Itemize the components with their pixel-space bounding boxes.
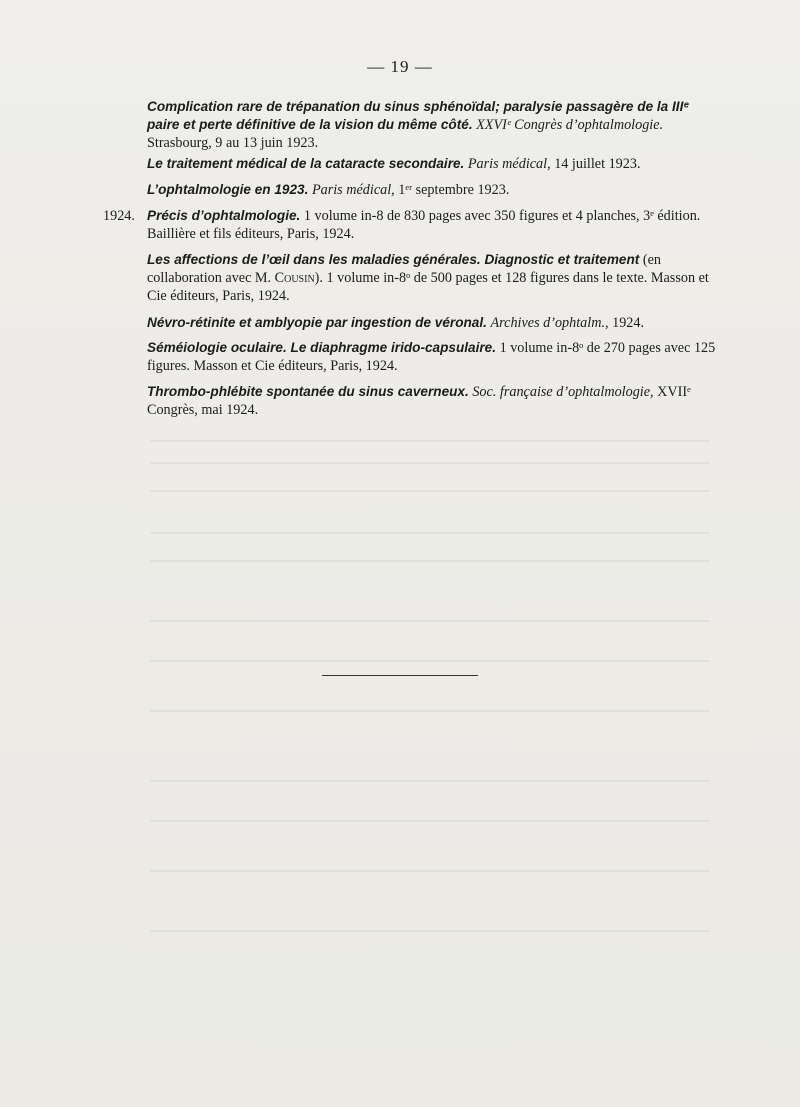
- entry-title: Séméiologie oculaire. Le diaphragme irido-capsulaire.: [147, 340, 497, 355]
- show-through-line: [150, 440, 710, 442]
- show-through-line: [150, 620, 710, 622]
- entry-details: 1 volume in-8ᵒ de 270 pages avec 125 figures. Masson et Cie éditeurs, Paris, 1924.: [147, 340, 716, 374]
- year-label: 1924.: [103, 208, 135, 224]
- entry-details: 1924.: [608, 315, 645, 331]
- show-through-line: [150, 532, 710, 534]
- entry-title: Les affections de l’œil dans les maladies générales. Diagnostic et traitement: [147, 252, 640, 267]
- show-through-line: [150, 490, 710, 492]
- entry-details: Strasbourg, 9 au 13 juin 1923.: [147, 135, 319, 151]
- show-through-line: [150, 870, 710, 872]
- entry-source: Archives d’ophtalm.,: [490, 315, 609, 331]
- entry-details: (en collaboration avec M.: [147, 252, 661, 286]
- entry-source: Soc. française d’ophtalmologie,: [472, 384, 654, 400]
- entry-details: 1ᵉʳ septembre 1923.: [394, 182, 510, 198]
- show-through-line: [150, 710, 710, 712]
- bibliography-entry-2: [147, 155, 725, 173]
- page-number: — 19 —: [367, 57, 433, 76]
- bibliography-entry-4: [147, 207, 725, 243]
- show-through-line: [150, 820, 710, 822]
- entry-author: Cousin: [274, 270, 315, 286]
- show-through-line: [150, 660, 710, 662]
- entry-details: XVIIᵉ Congrès, mai 1924.: [147, 384, 691, 418]
- bibliography-entry-5: [147, 251, 725, 305]
- bibliography-entry-3: [147, 181, 725, 199]
- show-through-line: [150, 560, 710, 562]
- bibliography-entry-1: [147, 98, 725, 152]
- entry-source: Paris médical,: [311, 182, 395, 198]
- entry-details: ). 1 volume in-8ᵒ de 500 pages et 128 figures dans le texte. Masson et Cie éditeurs, Paris, 1924.: [147, 270, 709, 304]
- entry-source: XXVIᵉ Congrès d’ophtalmologie.: [476, 117, 664, 133]
- entry-details: 14 juillet 1923.: [550, 156, 641, 172]
- entry-title: L’ophtalmologie en 1923.: [147, 182, 309, 197]
- entry-details: 1 volume in-8 de 830 pages avec 350 figures et 4 planches, 3ᵉ édition. Baillière et fils éditeurs, Paris, 1924.: [147, 208, 701, 242]
- entry-title: Précis d’ophtalmologie.: [147, 208, 301, 223]
- bibliography-entry-7: [147, 339, 725, 375]
- show-through-line: [150, 780, 710, 782]
- show-through-line: [150, 462, 710, 464]
- entry-title: Thrombo-phlébite spontanée du sinus caverneux.: [147, 384, 469, 399]
- entry-title: Névro-rétinite et amblyopie par ingestion de véronal.: [147, 315, 487, 330]
- show-through-line: [150, 930, 710, 932]
- section-divider: [322, 675, 478, 676]
- entry-source: Paris médical,: [467, 156, 551, 172]
- bibliography-entry-6: [147, 314, 725, 332]
- entry-title: Complication rare de trépanation du sinus sphénoïdal; paralysie passagère de la IIIᵉ paire et perte définitive de la vision du même côté.: [147, 99, 689, 132]
- bibliography-entry-8: [147, 383, 725, 419]
- entry-title: Le traitement médical de la cataracte secondaire.: [147, 156, 465, 171]
